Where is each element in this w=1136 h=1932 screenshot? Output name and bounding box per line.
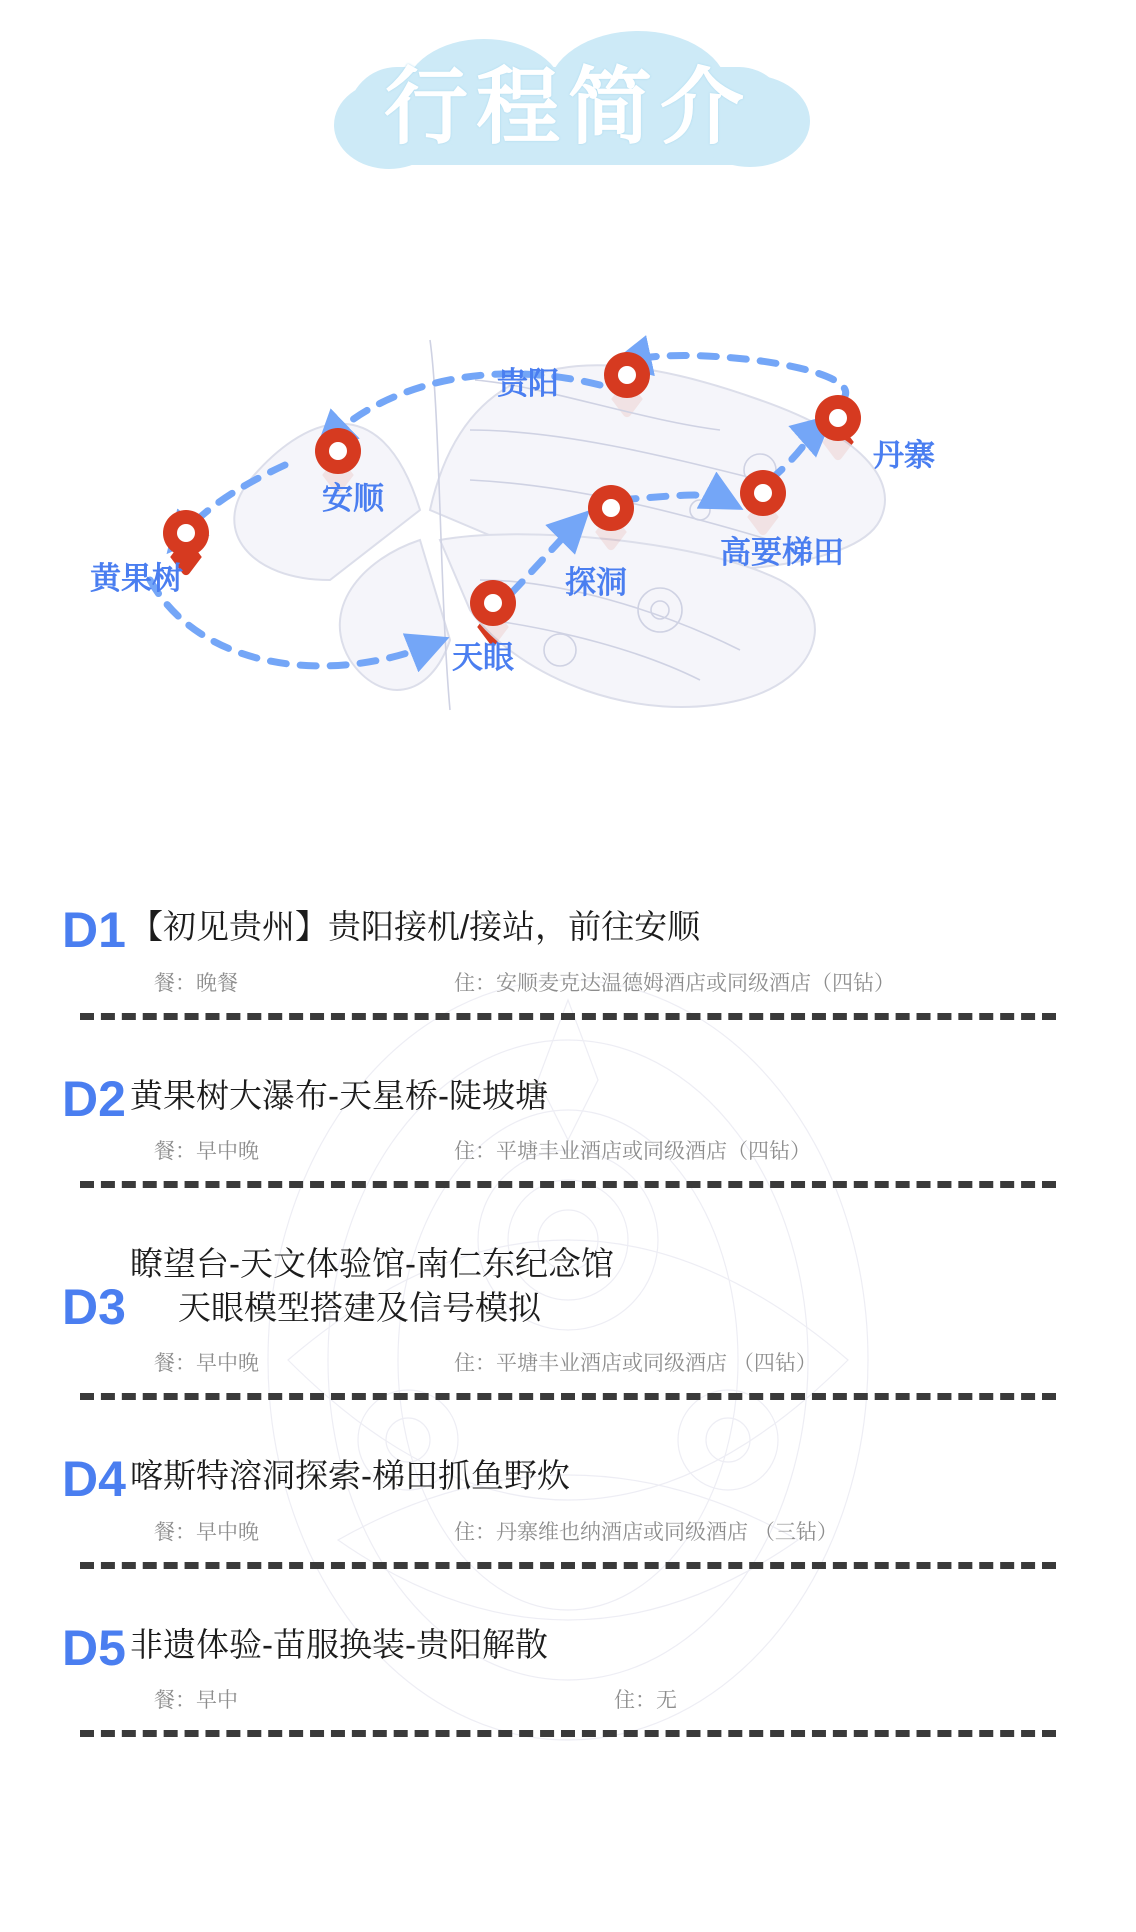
map-label-tianyan: 天眼: [452, 640, 514, 675]
day-stay: [454, 1347, 1056, 1377]
day-separator: [80, 1730, 1056, 1737]
pin-head: [315, 428, 361, 474]
spacer: [0, 1020, 1136, 1074]
map-label-anshun: 安顺: [322, 481, 384, 516]
spacer: [0, 1400, 1136, 1454]
stay-label: 住：: [454, 971, 496, 995]
pin-head: [470, 580, 516, 626]
itinerary-day-d1: [0, 902, 1136, 1020]
stay-value: 平塘丰业酒店或同级酒店 （四钻）: [496, 1352, 817, 1376]
day-stay: [454, 1135, 1056, 1165]
stay-value: 安顺麦克达温德姆酒店或同级酒店（四钻）: [496, 971, 895, 995]
meal-label: 餐：: [154, 1520, 196, 1544]
day-stay: [454, 1516, 1056, 1546]
day-separator: [80, 1562, 1056, 1569]
stay-label: 住：: [454, 1352, 496, 1376]
day-meal: [130, 1516, 454, 1546]
meal-value: 早中: [196, 1689, 238, 1713]
meal-value: 早中晚: [196, 1352, 259, 1376]
day-separator: [80, 1013, 1056, 1020]
spacer: [0, 1569, 1136, 1623]
day-separator: [80, 1181, 1056, 1188]
itinerary-day-d4: [0, 1451, 1136, 1569]
day-stay: [454, 1684, 1056, 1714]
pin-head: [740, 470, 786, 516]
day-code: D5: [62, 1619, 126, 1676]
day-meal: [130, 1135, 454, 1165]
day-code: D1: [62, 902, 126, 958]
day-title: 黄果树大瀑布-天星桥-陡坡塘: [130, 1076, 548, 1114]
pin-head: [163, 510, 209, 556]
pin-head: [588, 485, 634, 531]
day-meal: [130, 967, 454, 997]
map-pin-guiyang[interactable]: [604, 352, 650, 414]
day-title: 喀斯特溶洞探索-梯田抓鱼野炊: [130, 1457, 570, 1495]
meal-value: 晚餐: [196, 971, 238, 995]
itinerary-day-d2: [0, 1070, 1136, 1189]
meal-label: 餐：: [154, 971, 196, 995]
stay-value: 平塘丰业酒店或同级酒店（四钻）: [496, 1140, 811, 1164]
meal-label: 餐：: [154, 1352, 196, 1376]
map-pin-danzhai[interactable]: [815, 395, 861, 457]
page-title-banner: [0, 18, 1136, 183]
stay-label: 住：: [454, 1520, 496, 1544]
meal-value: 早中晚: [196, 1140, 259, 1164]
day-title: 【初见贵州】贵阳接机/接站，前往安顺: [130, 908, 701, 945]
map-label-huangguoshu: 黄果树: [90, 561, 183, 596]
route-map: [0, 180, 1136, 920]
day-meal: [130, 1347, 454, 1377]
day-title: 非遗体验-苗服换装-贵阳解散: [130, 1625, 548, 1663]
day-separator: [80, 1393, 1056, 1400]
map-pin-cave[interactable]: [588, 485, 634, 547]
stay-label: 住：: [454, 1140, 496, 1164]
meal-label: 餐：: [154, 1689, 196, 1713]
title-cloud-shape: [308, 31, 828, 171]
meal-value: 早中晚: [196, 1520, 259, 1544]
map-label-gaoyao-terrace: 高要梯田: [720, 535, 844, 570]
stay-value: 丹寨维也纳酒店或同级酒店 （三钻）: [496, 1520, 838, 1544]
map-label-cave: 探洞: [565, 565, 627, 600]
map-label-danzhai: 丹寨: [873, 438, 935, 473]
stay-label: 住：: [614, 1689, 656, 1713]
itinerary-day-d3: [0, 1242, 1136, 1400]
map-label-guiyang: 贵阳: [497, 366, 559, 401]
stay-value: 无: [656, 1689, 677, 1713]
day-meal: [130, 1684, 454, 1714]
meal-label: 餐：: [154, 1140, 196, 1164]
pin-head: [815, 395, 861, 441]
day-code: D4: [62, 1451, 126, 1508]
day-title-second-line: 天眼模型搭建及信号模拟: [178, 1288, 541, 1326]
pin-head: [604, 352, 650, 398]
day-code: D2: [62, 1070, 126, 1127]
itinerary-day-d5: [0, 1619, 1136, 1738]
day-title: 瞭望台-天文体验馆-南仁东纪念馆: [130, 1245, 614, 1283]
itinerary-list: [0, 902, 1136, 1737]
page-title: 行程简介: [383, 60, 752, 154]
spacer: [0, 1188, 1136, 1242]
day-code: D3: [62, 1279, 126, 1336]
day-stay: [454, 967, 1056, 997]
map-pin-gaoyao-terrace[interactable]: [740, 470, 786, 532]
